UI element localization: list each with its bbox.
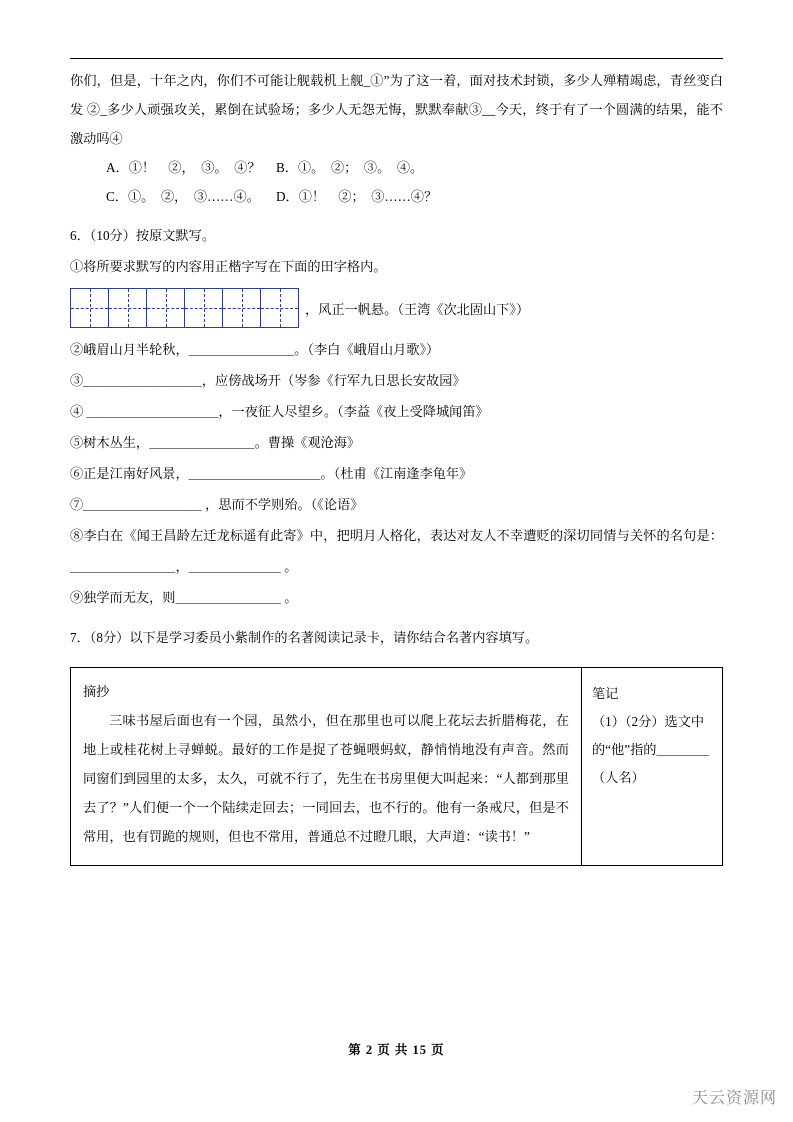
card-notes-title: 笔记: [592, 686, 619, 701]
choice-option-c[interactable]: C．①。 ②， ③……④。: [106, 189, 260, 204]
tianzige-trailing-text: ，风正一帆悬。（王湾《次北固山下》）: [305, 301, 530, 317]
q6-line-5: ⑤树木丛生，＿＿＿＿＿＿＿＿。曹操《观沧海》: [70, 435, 361, 450]
choice-option-b[interactable]: B．①。 ②； ③。 ④。: [276, 160, 424, 175]
choice-row-1: [70, 153, 723, 182]
card-excerpt-title: 摘抄: [83, 684, 110, 699]
tianzige-cell[interactable]: [223, 289, 261, 327]
tianzige-cell[interactable]: [261, 289, 299, 327]
card-notes-body[interactable]: （1）（2分）选文中的“他”指的＿＿＿＿（人名）: [592, 714, 710, 785]
card-excerpt-body: 三味书屋后面也有一个园，虽然小，但在那里也可以爬上花坛去折腊梅花，在地上或桂花树上寻蝉蜕。最好的工作是捉了苍蝇喂蚂蚁，静悄悄地没有声音。然而同窗们到园里的太多，太久，可就不行了，先生在书房里便大叫起来：“人都到那里去了？”人们便一个一个陆续走回去；一同回去，也不行的。他有一条戒尺，但是不常用，也有罚跪的规则，但也不常用，普通总不过瞪几眼，大声道：“读书！”: [83, 713, 569, 844]
q6-line-6: ⑥正是江南好风景，＿＿＿＿＿＿＿＿＿＿。（杜甫《江南逢李龟年》: [70, 466, 473, 481]
q6-line-4: ④ ＿＿＿＿＿＿＿＿＿＿，一夜征人尽望乡。（李益《夜上受降城闻笛》: [70, 404, 489, 419]
choice-option-a[interactable]: A．①！ ②， ③。 ④？: [106, 160, 261, 175]
tianzige-cell[interactable]: [71, 289, 109, 327]
choice-option-d[interactable]: D．①！ ②； ③……④？: [276, 189, 438, 204]
tianzige-row: [70, 288, 723, 328]
q6-line-9: ⑨独学而无友，则＿＿＿＿＿＿＿＿ 。: [70, 590, 298, 605]
q6-line-2: ②峨眉山月半轮秋，＿＿＿＿＿＿＿＿。（李白《峨眉山月歌》）: [70, 342, 440, 357]
tianzige-cell[interactable]: [147, 289, 185, 327]
question-6-lead: ①将所要求默写的内容用正楷字写在下面的田字格内。: [70, 259, 387, 274]
tianzige-grid[interactable]: [70, 288, 299, 328]
choice-row-2: [70, 182, 723, 211]
q6-line-3: ③＿＿＿＿＿＿＿＿＿，应傍战场开（岑参《行军九日思长安故园》: [70, 373, 466, 388]
page-footer: 第 2 页 共 15 页: [348, 1043, 445, 1057]
tianzige-cell[interactable]: [185, 289, 223, 327]
reading-record-card: [70, 667, 723, 866]
question-7-heading: 7．（8分）以下是学习委员小紫制作的名著阅读记录卡，请你结合名著内容填写。: [70, 630, 539, 645]
q6-line-7: ⑦＿＿＿＿＿＿＿＿＿ ，思而不学则殆。（《论语》: [70, 497, 364, 512]
card-notes-cell: [582, 668, 722, 865]
question-6-heading: 6．（10分）按原文默写。: [70, 228, 216, 243]
watermark-text: 天云资源网: [691, 1090, 777, 1107]
card-excerpt-cell: [71, 668, 582, 865]
header-rule: [70, 58, 723, 59]
document-content: [70, 66, 723, 866]
continued-paragraph: 你们，但是，十年之内，你们不可能让舰载机上舰_①”为了这一着，面对技术封锁，多少人殚精竭虑，青丝变白发 ②_多少人顽强攻关，累倒在试验场；多少人无怨无悔，默默奉献③__今天，终于有了一个圆满的结果，能不激动吗④: [70, 73, 723, 146]
q6-line-8: ⑧李白在《闻王昌龄左迁龙标遥有此寄》中，把明月人格化，表达对友人不幸遭贬的深切同情与关怀的名句是：＿＿＿＿＿＿＿＿，＿＿＿＿＿＿＿ 。: [70, 528, 723, 574]
tianzige-cell[interactable]: [109, 289, 147, 327]
